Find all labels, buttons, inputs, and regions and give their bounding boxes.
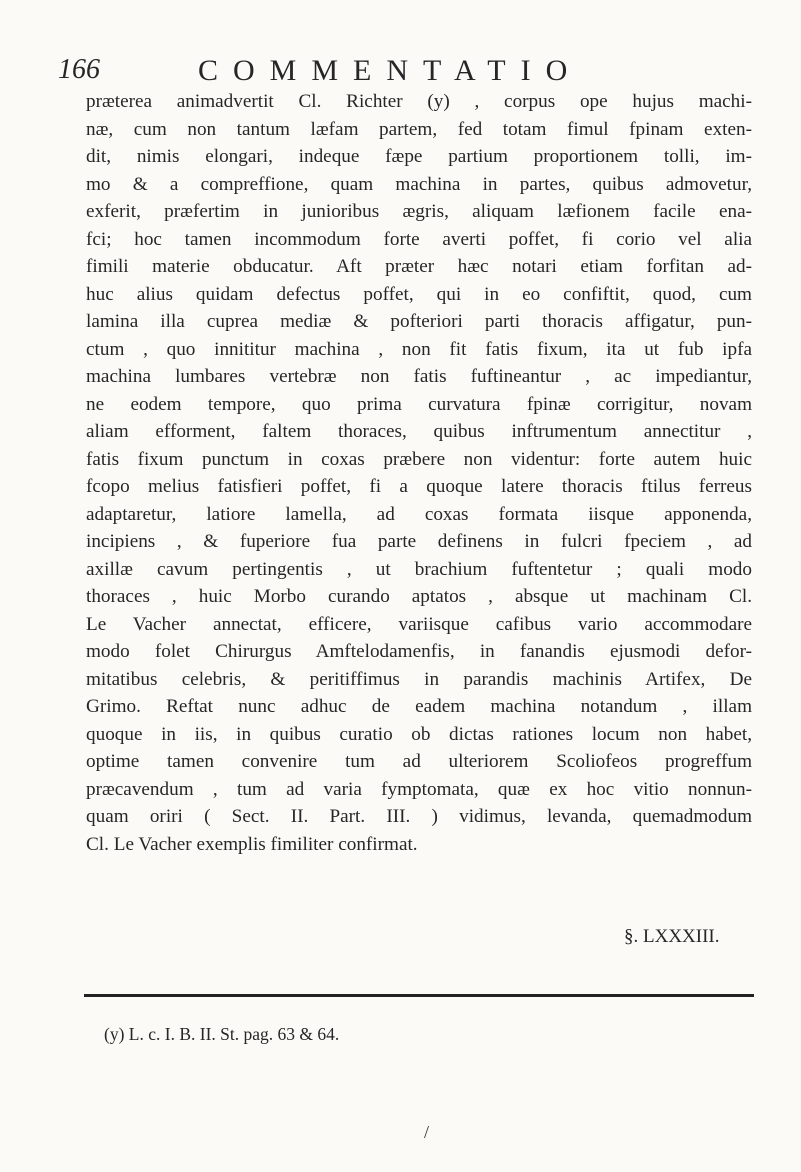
text-line: adaptaretur, latiore lamella, ad coxas formata iisque apponenda, — [86, 503, 752, 525]
text-line: ne eodem tempore, quo prima curvatura fpinæ corrigitur, novam — [86, 393, 752, 415]
text-line: modo folet Chirurgus Amftelodamenfis, in fanandis ejusmodi defor- — [86, 641, 752, 662]
text-line: huc alius quidam defectus poffet, qui in eo confiftit, quod, cum — [86, 283, 752, 305]
text-line: mo & a compreffione, quam machina in partes, quibus admovetur, — [86, 173, 752, 195]
text-line: lamina illa cuprea mediæ & pofteriori parti thoracis affigatur, pun- — [86, 311, 752, 332]
text-line: exferit, præfertim in junioribus ægris, aliquam læfionem facile ena- — [86, 201, 752, 222]
text-line: næ, cum non tantum læfam partem, fed totam fimul fpinam exten- — [86, 118, 752, 140]
text-line: quoque in iis, in quibus curatio ob dictas rationes locum non habet, — [86, 723, 752, 745]
body-text — [86, 88, 752, 858]
text-line: fcopo melius fatisfieri poffet, fi a quoque latere thoracis ftilus ferreus — [86, 476, 752, 497]
footnote-rule — [84, 994, 754, 997]
running-head: COMMENTATIO — [198, 54, 583, 87]
section-heading: §. LXXXIII. — [624, 926, 720, 947]
text-line: aliam efforment, faltem thoraces, quibus inftrumentum annectitur , — [86, 421, 752, 442]
text-line: fci; hoc tamen incommodum forte averti poffet, fi corio vel alia — [86, 228, 752, 250]
stray-mark: / — [424, 1122, 430, 1142]
text-line: præcavendum , tum ad varia fymptomata, quæ ex hoc vitio nonnun- — [86, 778, 752, 800]
text-line: machina lumbares vertebræ non fatis fuftineantur , ac impediantur, — [86, 366, 752, 387]
text-line: ctum , quo innititur machina , non fit fatis fixum, ita ut fub ipfa — [86, 338, 752, 360]
text-line: fatis fixum punctum in coxas præbere non videntur: forte autem huic — [86, 448, 752, 470]
footnote: (y) L. c. I. B. II. St. pag. 63 & 64. — [104, 1024, 340, 1044]
text-line: quam oriri ( Sect. II. Part. III. ) vidimus, levanda, quemadmodum — [86, 806, 752, 827]
text-line: axillæ cavum pertingentis , ut brachium fuftentetur ; quali modo — [86, 558, 752, 580]
text-line: dit, nimis elongari, indeque fæpe partium proportionem tolli, im- — [86, 146, 752, 167]
text-line: mitatibus celebris, & peritiffimus in parandis machinis Artifex, De — [86, 668, 752, 690]
text-line: thoraces , huic Morbo curando aptatos , absque ut machinam Cl. — [86, 586, 752, 607]
text-line: præterea animadvertit Cl. Richter (y) , corpus ope hujus machi- — [86, 91, 752, 112]
text-line: fimili materie obducatur. Aft præter hæc notari etiam forfitan ad- — [86, 256, 752, 277]
page-number: 166 — [58, 54, 100, 85]
page-header — [58, 46, 748, 86]
text-line: Grimo. Reftat nunc adhuc de eadem machina notandum , illam — [86, 696, 752, 717]
text-line: incipiens , & fuperiore fua parte definens in fulcri fpeciem , ad — [86, 531, 752, 552]
text-line: Cl. Le Vacher exemplis fimiliter confirmat. — [86, 833, 418, 855]
text-line: optime tamen convenire tum ad ulteriorem Scoliofeos progreffum — [86, 751, 752, 772]
text-line: Le Vacher annectat, efficere, variisque cafibus vario accommodare — [86, 613, 752, 635]
